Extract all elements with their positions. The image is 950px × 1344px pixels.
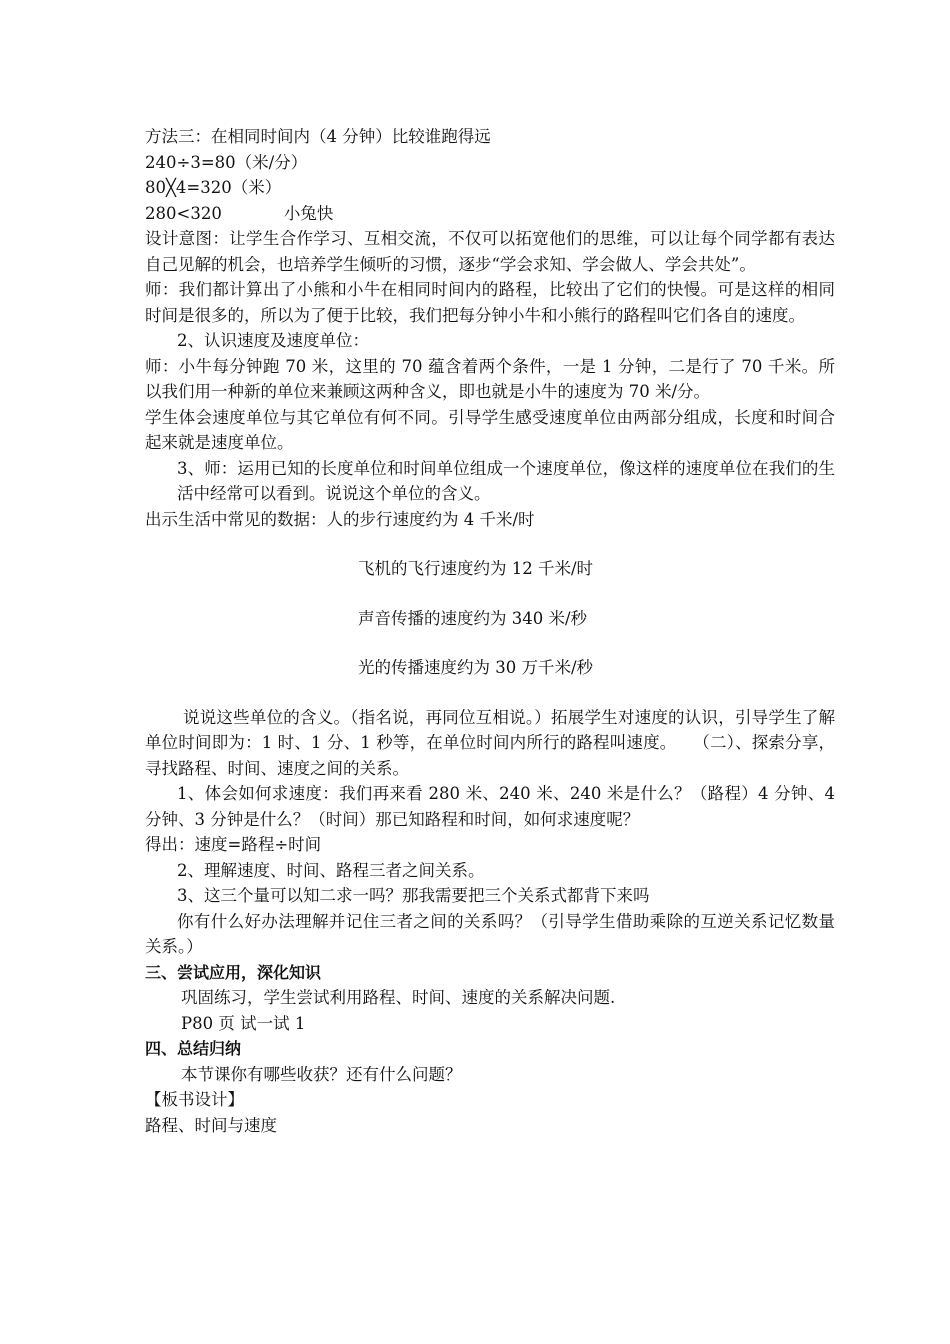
- board-design-heading: 【板书设计】: [145, 1090, 244, 1109]
- textbook-page-line: P80 页 试一试 1: [181, 1013, 306, 1033]
- explore-paragraph-4: 你有什么好办法理解并记住三者之间的关系吗？（引导学生借助乘除的互逆关系记忆数量关系。）: [145, 911, 835, 956]
- explain-paragraph: 说说这些单位的含义。（指名说，再同位互相说。）拓展学生对速度的认识，引导学生了解单位时间即为：1 时、1 分、1 秒等，在单位时间内所行的路程叫速度。 （二）、探索分享，寻找路程、时间、速度之间的关系。: [145, 707, 835, 778]
- item-3-paragraph: 3、师：运用已知的长度单位和时间单位组成一个速度单位，像这样的速度单位在我们的生活中经常可以看到。说说这个单位的含义。: [177, 458, 835, 503]
- students-paragraph: 学生体会速度单位与其它单位有何不同。引导学生感受速度单位由两部分组成，长度和时间合起来就是速度单位。: [145, 407, 835, 452]
- explore-paragraph-1: 1、体会如何求速度：我们再来看 280 米、240 米、240 米是什么？（路程）4 分钟、4 分钟、3 分钟是什么？（时间）那已知路程和时间，如何求速度呢？: [145, 784, 835, 829]
- explore-item-2: 2、理解速度、时间、路程三者之间关系。: [177, 860, 485, 880]
- document-page: [145, 124, 835, 1138]
- compare-line: [145, 201, 835, 227]
- section-4-heading: 四、总结归纳: [145, 1039, 242, 1058]
- plane-speed-line: 飞机的飞行速度约为 12 千米/时: [358, 559, 594, 578]
- item-2-heading: 2、认识速度及速度单位：: [177, 331, 369, 350]
- derive-line: 得出：速度=路程÷时间: [145, 835, 322, 854]
- design-intent-paragraph: 设计意图：让学生合作学习、互相交流，不仅可以拓宽他们的思维，可以让每个同学都有表达自己见解的机会，也培养学生倾听的习惯，逐步“学会求知、学会做人、学会共处”。: [145, 229, 835, 274]
- teacher-paragraph-2: 师：小牛每分钟跑 70 米，这里的 70 蕴含着两个条件，一是 1 分钟，二是行了 70 千米。所以我们用一种新的单位来兼顾这两种含义，即也就是小牛的速度为 70 米/分。: [145, 356, 835, 401]
- summary-line: 本节课你有哪些收获？还有什么问题？: [181, 1064, 462, 1084]
- practice-line: 巩固练习，学生尝试利用路程、时间、速度的关系解决问题.: [181, 988, 616, 1007]
- compare-expression: 280<320: [145, 203, 222, 223]
- show-data-line: 出示生活中常见的数据：人的步行速度约为 4 千米/时: [145, 509, 535, 529]
- calc-line-1: 240÷3=80（米/分）: [145, 152, 308, 172]
- sound-speed-line: 声音传播的速度约为 340 米/秒: [358, 608, 588, 628]
- section-3-heading: 三、尝试应用，深化知识: [145, 962, 322, 982]
- method-three-title: 方法三：在相同时间内（4 分钟）比较谁跑得远: [145, 127, 491, 146]
- light-speed-line: 光的传播速度约为 30 万千米/秒: [358, 658, 594, 677]
- teacher-paragraph-1: 师：我们都计算出了小熊和小牛在相同时间内的路程，比较出了它们的快慢。可是这样的相同时间是很多的，所以为了便于比较，我们把每分钟小牛和小熊行的路程叫它们各自的速度。: [145, 280, 835, 325]
- explore-item-3: 3、这三个量可以知二求一吗？那我需要把三个关系式都背下来吗: [177, 886, 650, 905]
- board-title: 路程、时间与速度: [145, 1115, 277, 1135]
- compare-result: 小兔快: [283, 203, 334, 223]
- calc-line-2: 80╳4=320（米）: [145, 178, 282, 197]
